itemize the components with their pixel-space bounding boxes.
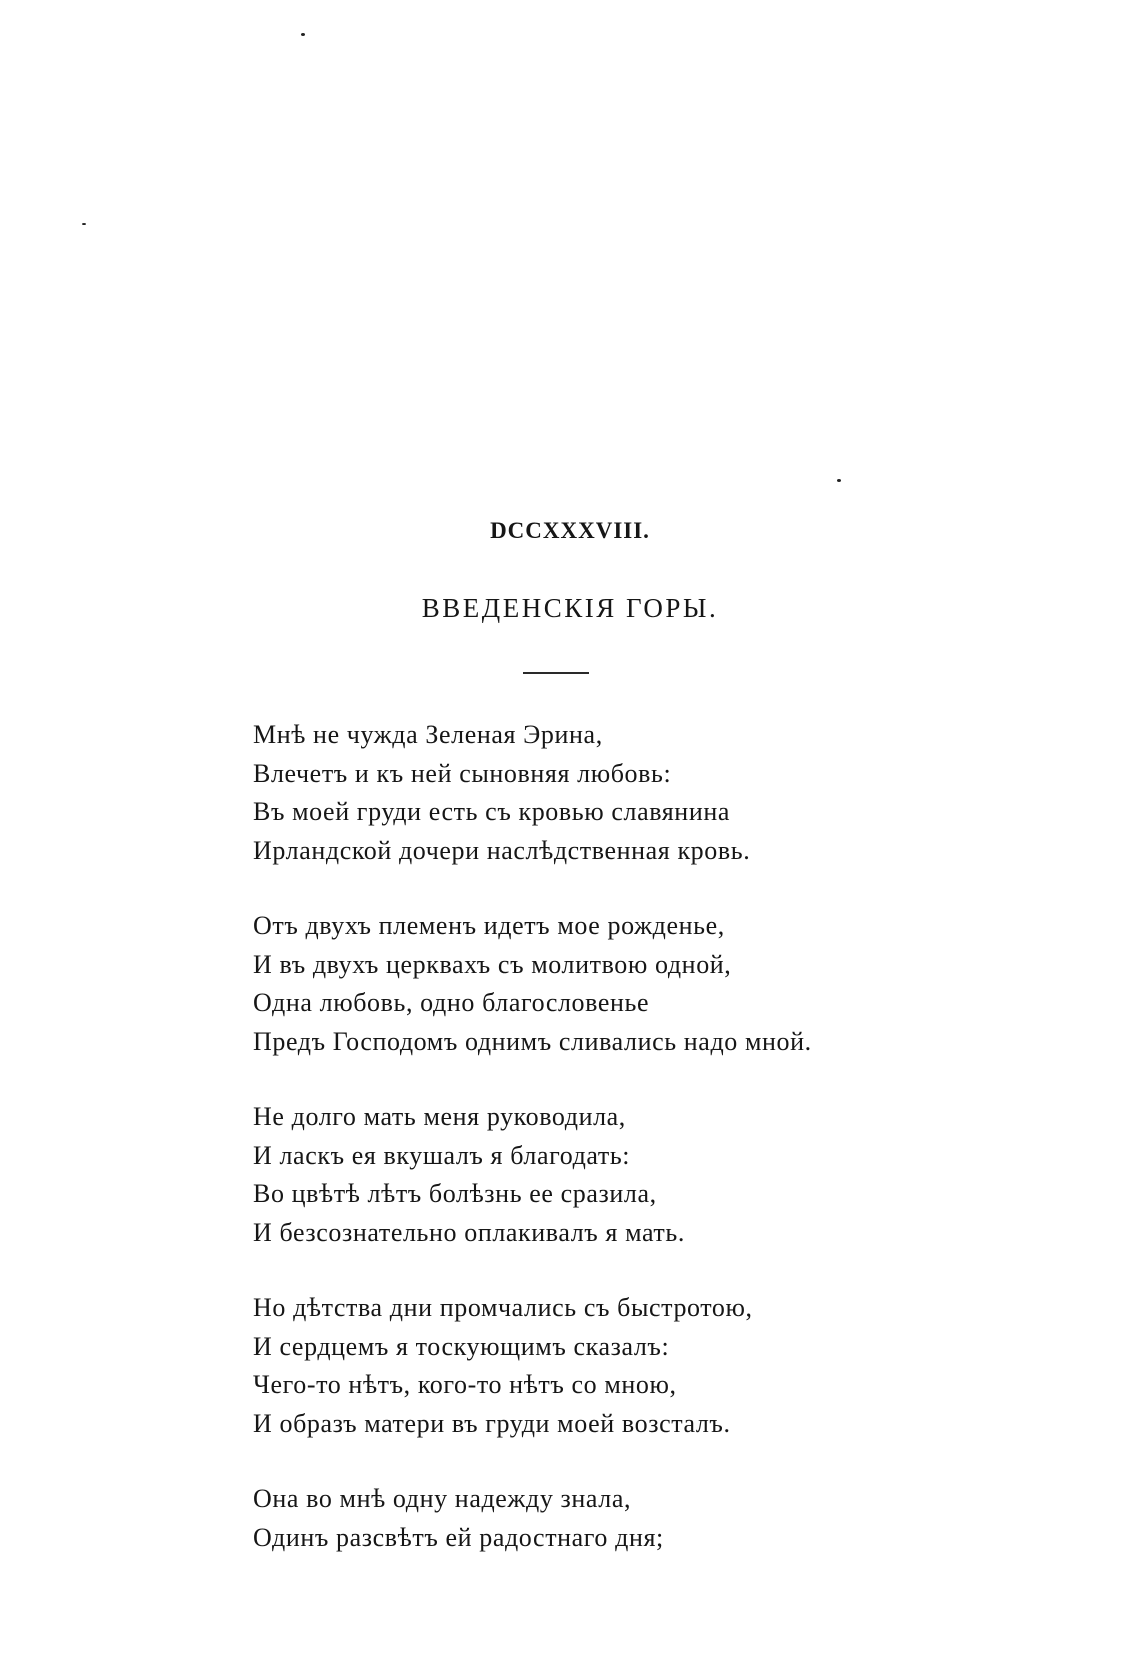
verse-line: Отъ двухъ племенъ идетъ мое рожденье, [253, 911, 725, 940]
poem-body [253, 716, 953, 1594]
verse-line: Но дѣтства дни промчались съ быстротою, [253, 1293, 753, 1322]
verse-line: Одинъ разсвѣтъ ей радостнаго дня; [253, 1522, 664, 1552]
stanza-2 [253, 907, 953, 1061]
verse-line: Предъ Господомъ однимъ сливались надо мной. [253, 1026, 812, 1056]
ink-speck [301, 33, 305, 36]
poem-title: ВВЕДЕНСКІЯ ГОРЫ. [421, 593, 719, 623]
stanza-1 [253, 716, 953, 870]
verse-line: Въ моей груди есть съ кровью славянина [253, 797, 730, 826]
verse-line: И сердцемъ я тоскующимъ сказалъ: [253, 1331, 670, 1361]
ink-speck [82, 223, 86, 225]
verse-line: И въ двухъ церквахъ съ молитвою одной, [253, 949, 732, 979]
verse-line: Влечетъ и къ ней сыновняя любовь: [253, 758, 672, 788]
verse-line: Мнѣ не чужда Зеленая Эрина, [253, 720, 603, 749]
stanza-4 [253, 1289, 953, 1443]
poem-number: DCCXXXVIII. [490, 518, 650, 543]
title-divider [523, 672, 589, 674]
verse-line: И ласкъ ея вкушалъ я благодать: [253, 1140, 631, 1170]
ink-speck [837, 479, 841, 482]
verse-line: Она во мнѣ одну надежду знала, [253, 1484, 632, 1513]
verse-line: Одна любовь, одно благословенье [253, 988, 650, 1017]
verse-line: Не долго мать меня руководила, [253, 1102, 626, 1131]
verse-line: Во цвѣтѣ лѣтъ болѣзнь ее сразила, [253, 1179, 657, 1208]
verse-line: Ирландской дочери наслѣдственная кровь. [253, 835, 751, 865]
stanza-3 [253, 1098, 953, 1252]
verse-line: Чего-то нѣтъ, кого-то нѣтъ со мною, [253, 1370, 677, 1399]
verse-line: И образъ матери въ груди моей возсталъ. [253, 1408, 731, 1438]
stanza-5 [253, 1480, 953, 1557]
verse-line: И безсознательно оплакивалъ я мать. [253, 1217, 685, 1247]
